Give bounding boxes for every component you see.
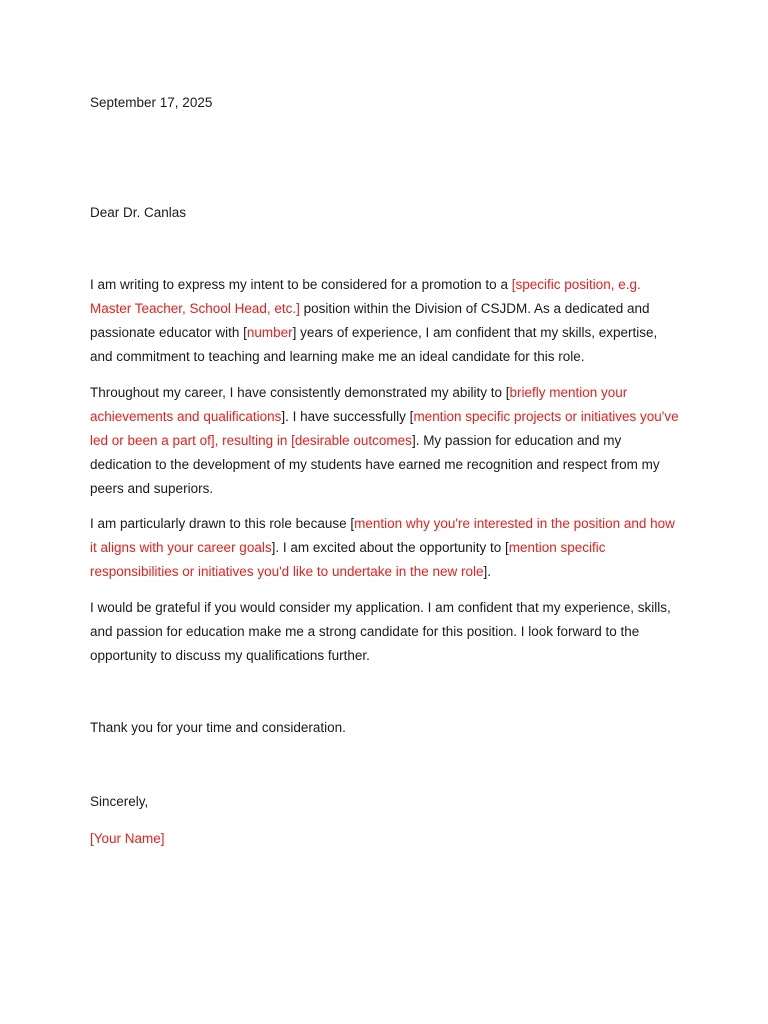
closing-line: Sincerely, xyxy=(90,794,149,809)
placeholder-projects: mention specific projects or initiatives you've led or been a part of], resulting in [desirable outcomes xyxy=(90,409,679,448)
signature-placeholder: [Your Name] xyxy=(90,831,165,846)
placeholder-achievements: briefly mention your achievements and qualifications xyxy=(90,385,628,424)
paragraph-career xyxy=(90,381,682,501)
paragraph-text: ]. xyxy=(483,564,492,579)
paragraph-intent xyxy=(90,273,682,369)
placeholder-responsibilities: mention specific responsibilities or initiatives you'd like to undertake in the new role xyxy=(90,540,606,579)
paragraph-text: Throughout my career, I have consistently demonstrated my ability to [ xyxy=(90,385,510,400)
salutation: Dear Dr. Canlas xyxy=(90,205,187,220)
paragraph-text: ]. I have successfully [ xyxy=(281,409,414,424)
paragraph-closing: I would be grateful if you would consider my application. I am confident that my experience, skills, and passion for education make me a strong candidate for this position. I look forward to the opportunity to discuss my qualifications further. xyxy=(90,600,671,663)
thanks-line: Thank you for your time and consideration. xyxy=(90,720,346,735)
paragraph-text: ]. I am excited about the opportunity to [ xyxy=(271,540,509,555)
paragraph-text: I am writing to express my intent to be considered for a promotion to a xyxy=(90,277,512,292)
placeholder-interest: mention why you're interested in the position and how it aligns with your career goals xyxy=(90,516,675,555)
placeholder-number: number xyxy=(246,325,293,340)
paragraph-text: ] years of experience, I am confident that my skills, expertise, and commitment to teaching and learning make me an ideal candidate for this role. xyxy=(90,325,658,364)
letter-date: September 17, 2025 xyxy=(90,95,213,110)
paragraph-text: I am particularly drawn to this role because [ xyxy=(90,516,355,531)
paragraph-text: ]. My passion for education and my dedication to the development of my students have earned me recognition and respect from my peers and superiors. xyxy=(90,433,660,496)
paragraph-text: position within the Division of CSJDM. As a dedicated and passionate educator with [ xyxy=(90,301,650,340)
paragraph-motivation xyxy=(90,512,682,584)
placeholder-position: [specific position, e.g. Master Teacher, School Head, etc.] xyxy=(90,277,641,316)
